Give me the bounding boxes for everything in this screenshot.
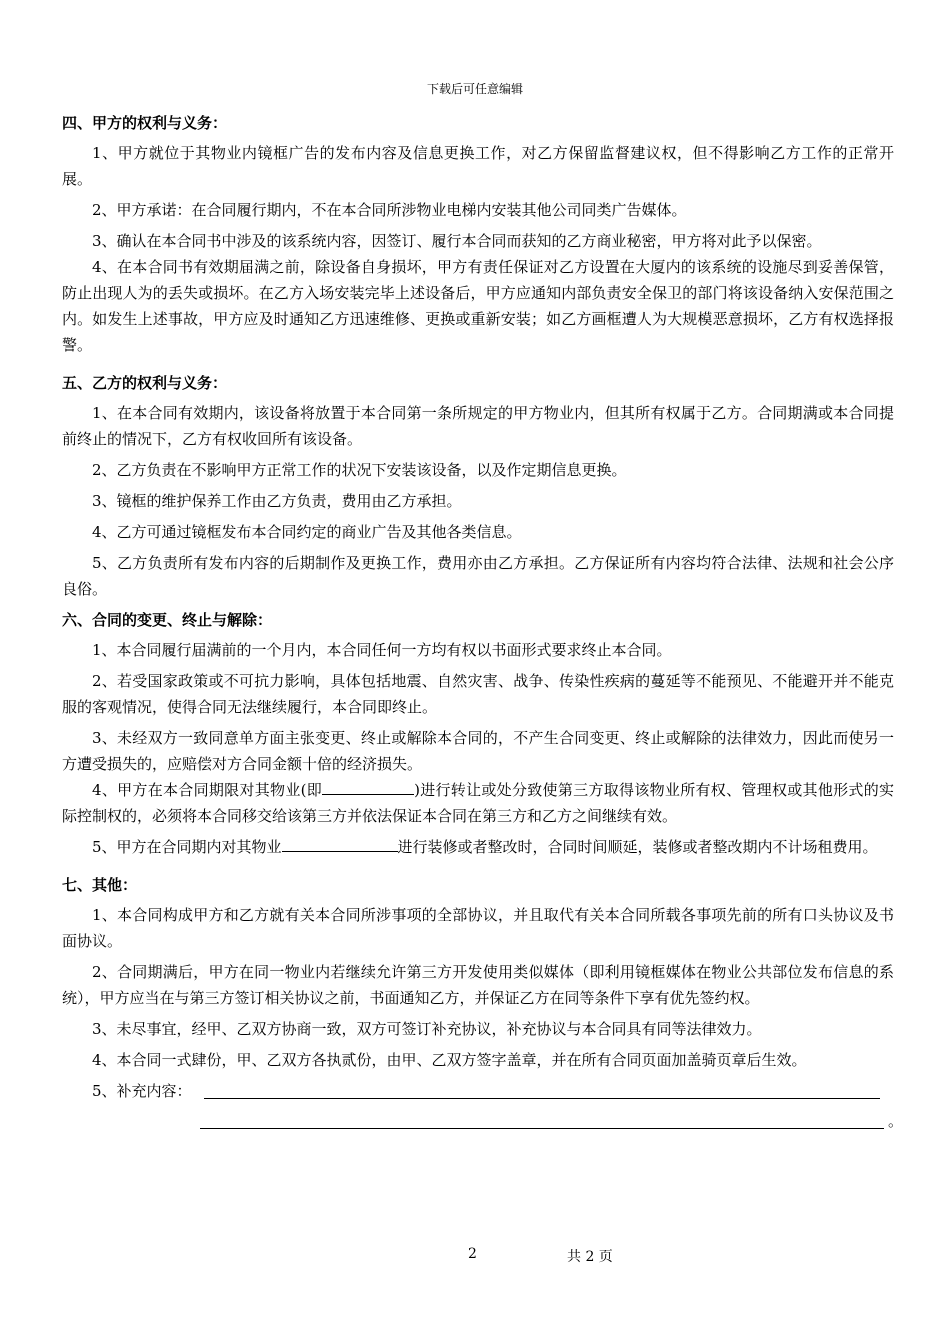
section-5-title: 五、乙方的权利与义务：	[62, 374, 228, 392]
document-body	[62, 110, 904, 1134]
supplementary-line-2	[62, 1108, 904, 1134]
sec6-clause-4-start: 4、甲方在本合同期限对其物业(即	[92, 781, 323, 799]
sec4-clause-3: 3、确认在本合同书中涉及的该系统内容，因签订、履行本合同而获知的乙方商业秘密，甲方将对此予以保密。	[92, 232, 822, 250]
section-7-title: 七、其他：	[62, 876, 138, 894]
section-6-title: 六、合同的变更、终止与解除：	[62, 611, 273, 629]
sec6-clause-4	[62, 777, 894, 829]
sec7-clause-1: 1、本合同构成甲方和乙方就有关本合同所涉事项的全部协议，并且取代有关本合同所载各事项先前的所有口头协议及书面协议。	[62, 906, 894, 950]
property-name-blank[interactable]	[322, 778, 414, 795]
sec6-clause-5	[62, 834, 894, 860]
supplementary-label: 5、补充内容：	[92, 1082, 192, 1100]
supplementary-blank-2[interactable]	[200, 1128, 884, 1129]
sec4-clause-4: 4、在本合同书有效期届满之前，除设备自身损坏，甲方有责任保证对乙方设置在大厦内的该系统的设施尽到妥善保管，防止出现人为的丢失或损坏。在乙方入场安装完毕上述设备后，甲方应通知内部负责安全保卫的部门将该设备纳入安保范围之内。如发生上述事故，甲方应及时通知乙方迅速维修、更换或重新安装；如乙方画框遭人为大规模恶意损坏，乙方有权选择报警。	[62, 258, 894, 354]
supplementary-blank-1[interactable]	[204, 1098, 880, 1099]
sec7-clause-3: 3、未尽事宜，经甲、乙双方协商一致，双方可签订补充协议，补充协议与本合同具有同等法律效力。	[92, 1020, 762, 1038]
end-mark: 。	[888, 1112, 904, 1130]
sec7-clause-4: 4、本合同一式肆份，甲、乙双方各执贰份，由甲、乙双方签字盖章，并在所有合同页面加盖骑页章后生效。	[92, 1051, 807, 1069]
page-number: 2	[468, 1246, 477, 1262]
sec6-clause-5-end: 进行装修或者整改时，合同时间顺延，装修或者整改期内不计场租费用。	[397, 838, 878, 856]
total-pages: 共 2 页	[567, 1249, 613, 1265]
sec6-clause-2: 2、若受国家政策或不可抗力影响，具体包括地震、自然灾害、战争、传染性疾病的蔓延等不能预见、不能避开并不能克服的客观情况，使得合同无法继续履行，本合同即终止。	[62, 672, 894, 716]
sec6-clause-1: 1、本合同履行届满前的一个月内，本合同任何一方均有权以书面形式要求终止本合同。	[92, 641, 672, 659]
sec6-clause-4-end: )进行转让或处分致使第三方取得该物业所有权、管理权或其他形式的实际控制权的，必须将本合同移交给该第三方并依法保证本合同在第三方和乙方之间继续有效。	[62, 781, 894, 825]
sec4-clause-2: 2、甲方承诺：在合同履行期内，不在本合同所涉物业电梯内安装其他公司同类广告媒体。	[92, 201, 687, 219]
section-4-title: 四、甲方的权利与义务：	[62, 114, 228, 132]
sec4-clause-1: 1、甲方就位于其物业内镜框广告的发布内容及信息更换工作，对乙方保留监督建议权，但不得影响乙方工作的正常开展。	[62, 144, 894, 188]
sec5-clause-2: 2、乙方负责在不影响甲方正常工作的状况下安装该设备，以及作定期信息更换。	[92, 461, 627, 479]
sec5-clause-3: 3、镜框的维护保养工作由乙方负责，费用由乙方承担。	[92, 492, 462, 510]
sec6-clause-5-start: 5、甲方在合同期内对其物业	[92, 838, 282, 856]
sec7-clause-2: 2、合同期满后，甲方在同一物业内若继续允许第三方开发使用类似媒体（即利用镜框媒体在物业公共部位发布信息的系统），甲方应当在与第三方签订相关协议之前，书面通知乙方，并保证乙方在同等条件下享有优先签约权。	[62, 963, 894, 1007]
sec5-clause-1: 1、在本合同有效期内，该设备将放置于本合同第一条所规定的甲方物业内，但其所有权属于乙方。合同期满或本合同提前终止的情况下，乙方有权收回所有该设备。	[62, 404, 894, 448]
property-location-blank[interactable]	[282, 835, 398, 852]
sec5-clause-4: 4、乙方可通过镜框发布本合同约定的商业广告及其他各类信息。	[92, 523, 522, 541]
sec6-clause-3: 3、未经双方一致同意单方面主张变更、终止或解除本合同的，不产生合同变更、终止或解除的法律效力，因此而使另一方遭受损失的，应赔偿对方合同金额十倍的经济损失。	[62, 729, 894, 773]
sec5-clause-5: 5、乙方负责所有发布内容的后期制作及更换工作，费用亦由乙方承担。乙方保证所有内容均符合法律、法规和社会公序良俗。	[62, 554, 894, 598]
page-header: 下载后可任意编辑	[426, 82, 523, 96]
supplementary-line-1	[62, 1078, 894, 1104]
